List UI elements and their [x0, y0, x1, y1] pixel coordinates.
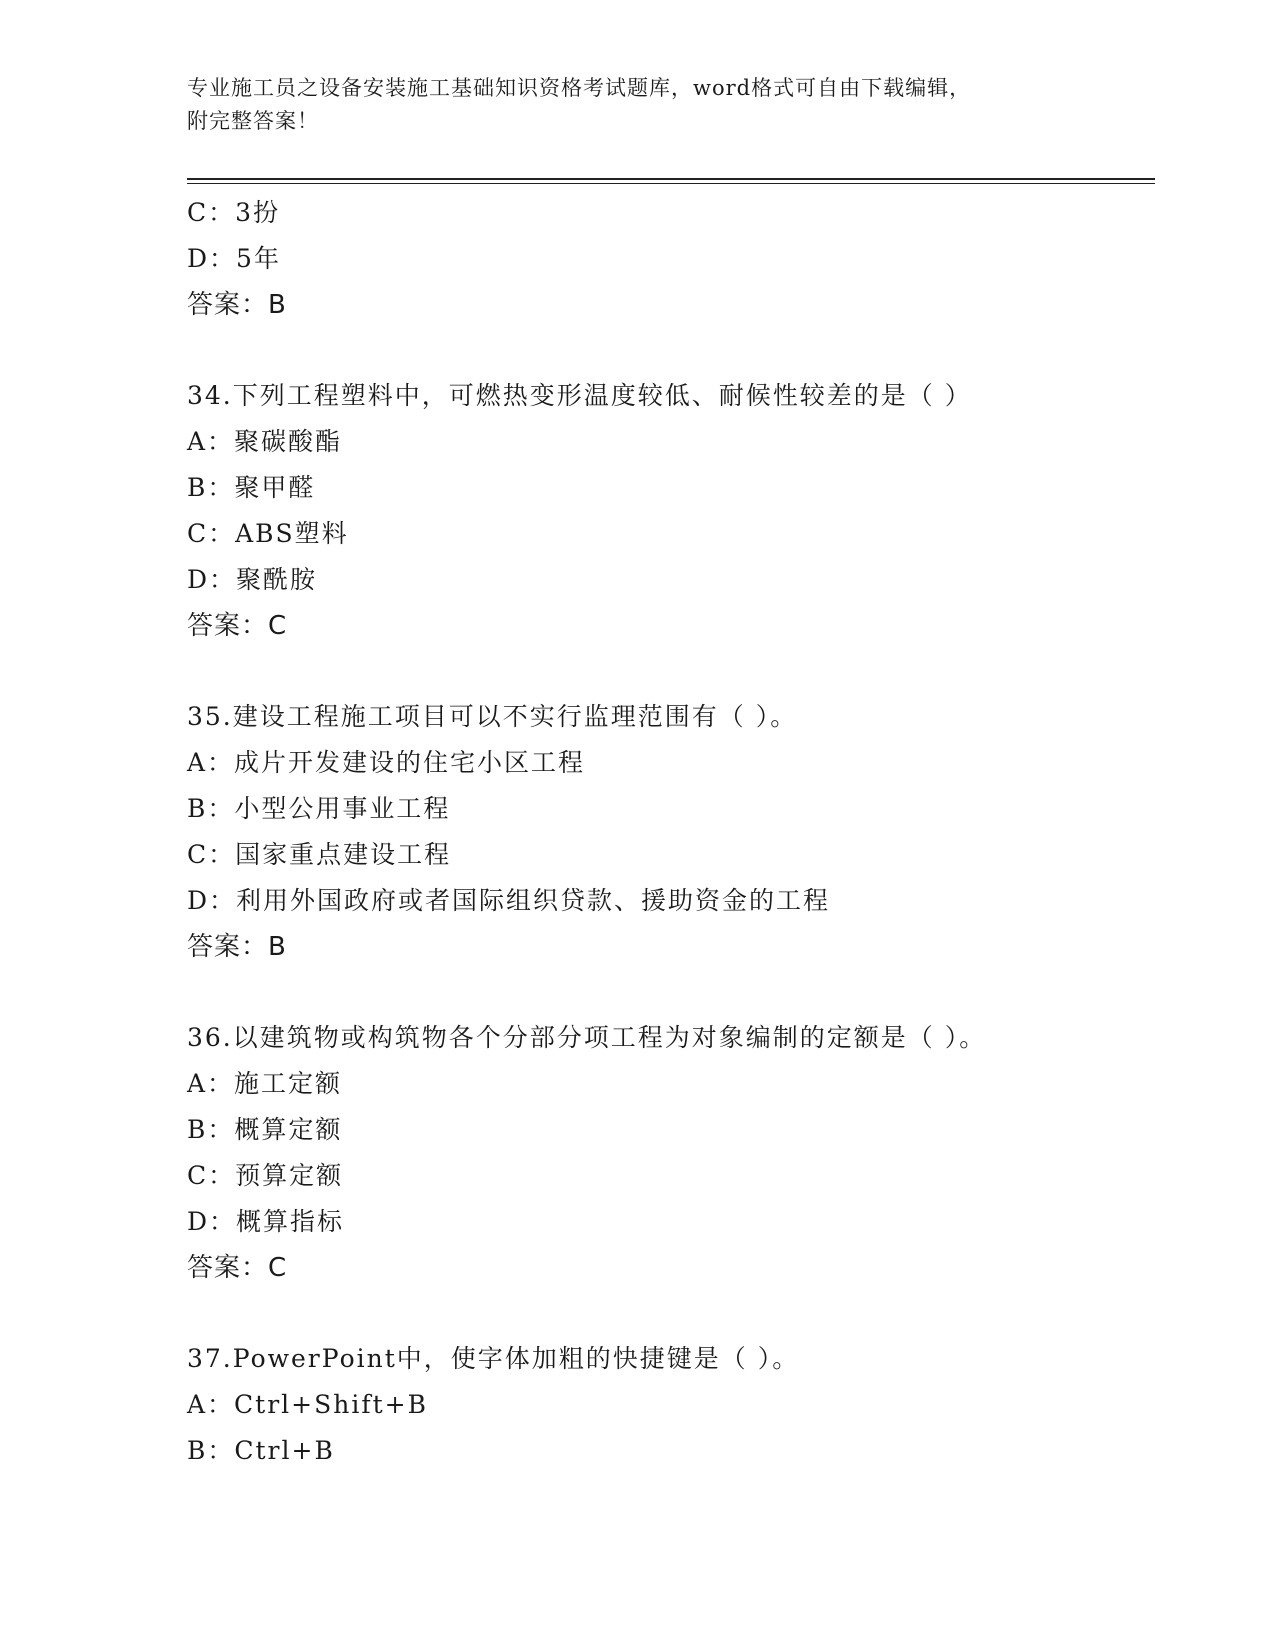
spacer	[187, 970, 1155, 1015]
option-a: A：施工定额	[187, 1069, 343, 1098]
header-line-1: 专业施工员之设备安装施工基础知识资格考试题库，word格式可自由下载编辑，	[187, 76, 972, 100]
header-rule-thick	[187, 178, 1155, 180]
option-b: B：聚甲醛	[187, 473, 316, 502]
option-b: B：Ctrl+B	[187, 1436, 335, 1465]
option-a: A：成片开发建设的住宅小区工程	[187, 748, 586, 777]
document-header	[187, 72, 1147, 138]
option-a: A：聚碳酸酯	[187, 427, 343, 456]
question-stem: 35.建设工程施工项目可以不实行监理范围有（ ）。	[187, 702, 798, 731]
question-34	[187, 373, 1155, 649]
question-stem: 34.下列工程塑料中，可燃热变形温度较低、耐候性较差的是（ ）	[187, 381, 972, 410]
option-b: B：概算定额	[187, 1115, 343, 1144]
option-c: C：3扮	[187, 198, 281, 227]
option-d: D：利用外国政府或者国际组织贷款、援助资金的工程	[187, 886, 831, 915]
question-list	[187, 190, 1155, 1474]
option-c: C：预算定额	[187, 1161, 344, 1190]
question-stem: 37.PowerPoint中，使字体加粗的快捷键是（ ）。	[187, 1344, 800, 1373]
option-b: B：小型公用事业工程	[187, 794, 451, 823]
question-37	[187, 1336, 1155, 1474]
spacer	[187, 649, 1155, 694]
spacer	[187, 1291, 1155, 1336]
spacer	[187, 328, 1155, 373]
answer-line: 答案：B	[187, 290, 287, 320]
question-stem: 36.以建筑物或构筑物各个分部分项工程为对象编制的定额是（ ）。	[187, 1023, 987, 1052]
option-d: D：概算指标	[187, 1207, 345, 1236]
option-a: A：Ctrl+Shift+B	[187, 1390, 428, 1419]
header-rule-thin	[187, 183, 1155, 184]
question-36	[187, 1015, 1155, 1291]
answer-line: 答案：C	[187, 1253, 288, 1283]
question-35	[187, 694, 1155, 970]
option-d: D：5年	[187, 244, 281, 273]
header-line-2: 附完整答案！	[187, 109, 319, 133]
option-d: D：聚酰胺	[187, 565, 318, 594]
option-c: C：国家重点建设工程	[187, 840, 452, 869]
answer-line: 答案：C	[187, 611, 288, 641]
answer-line: 答案：B	[187, 932, 287, 962]
option-c: C：ABS塑料	[187, 519, 349, 548]
question-continuation	[187, 190, 1155, 328]
